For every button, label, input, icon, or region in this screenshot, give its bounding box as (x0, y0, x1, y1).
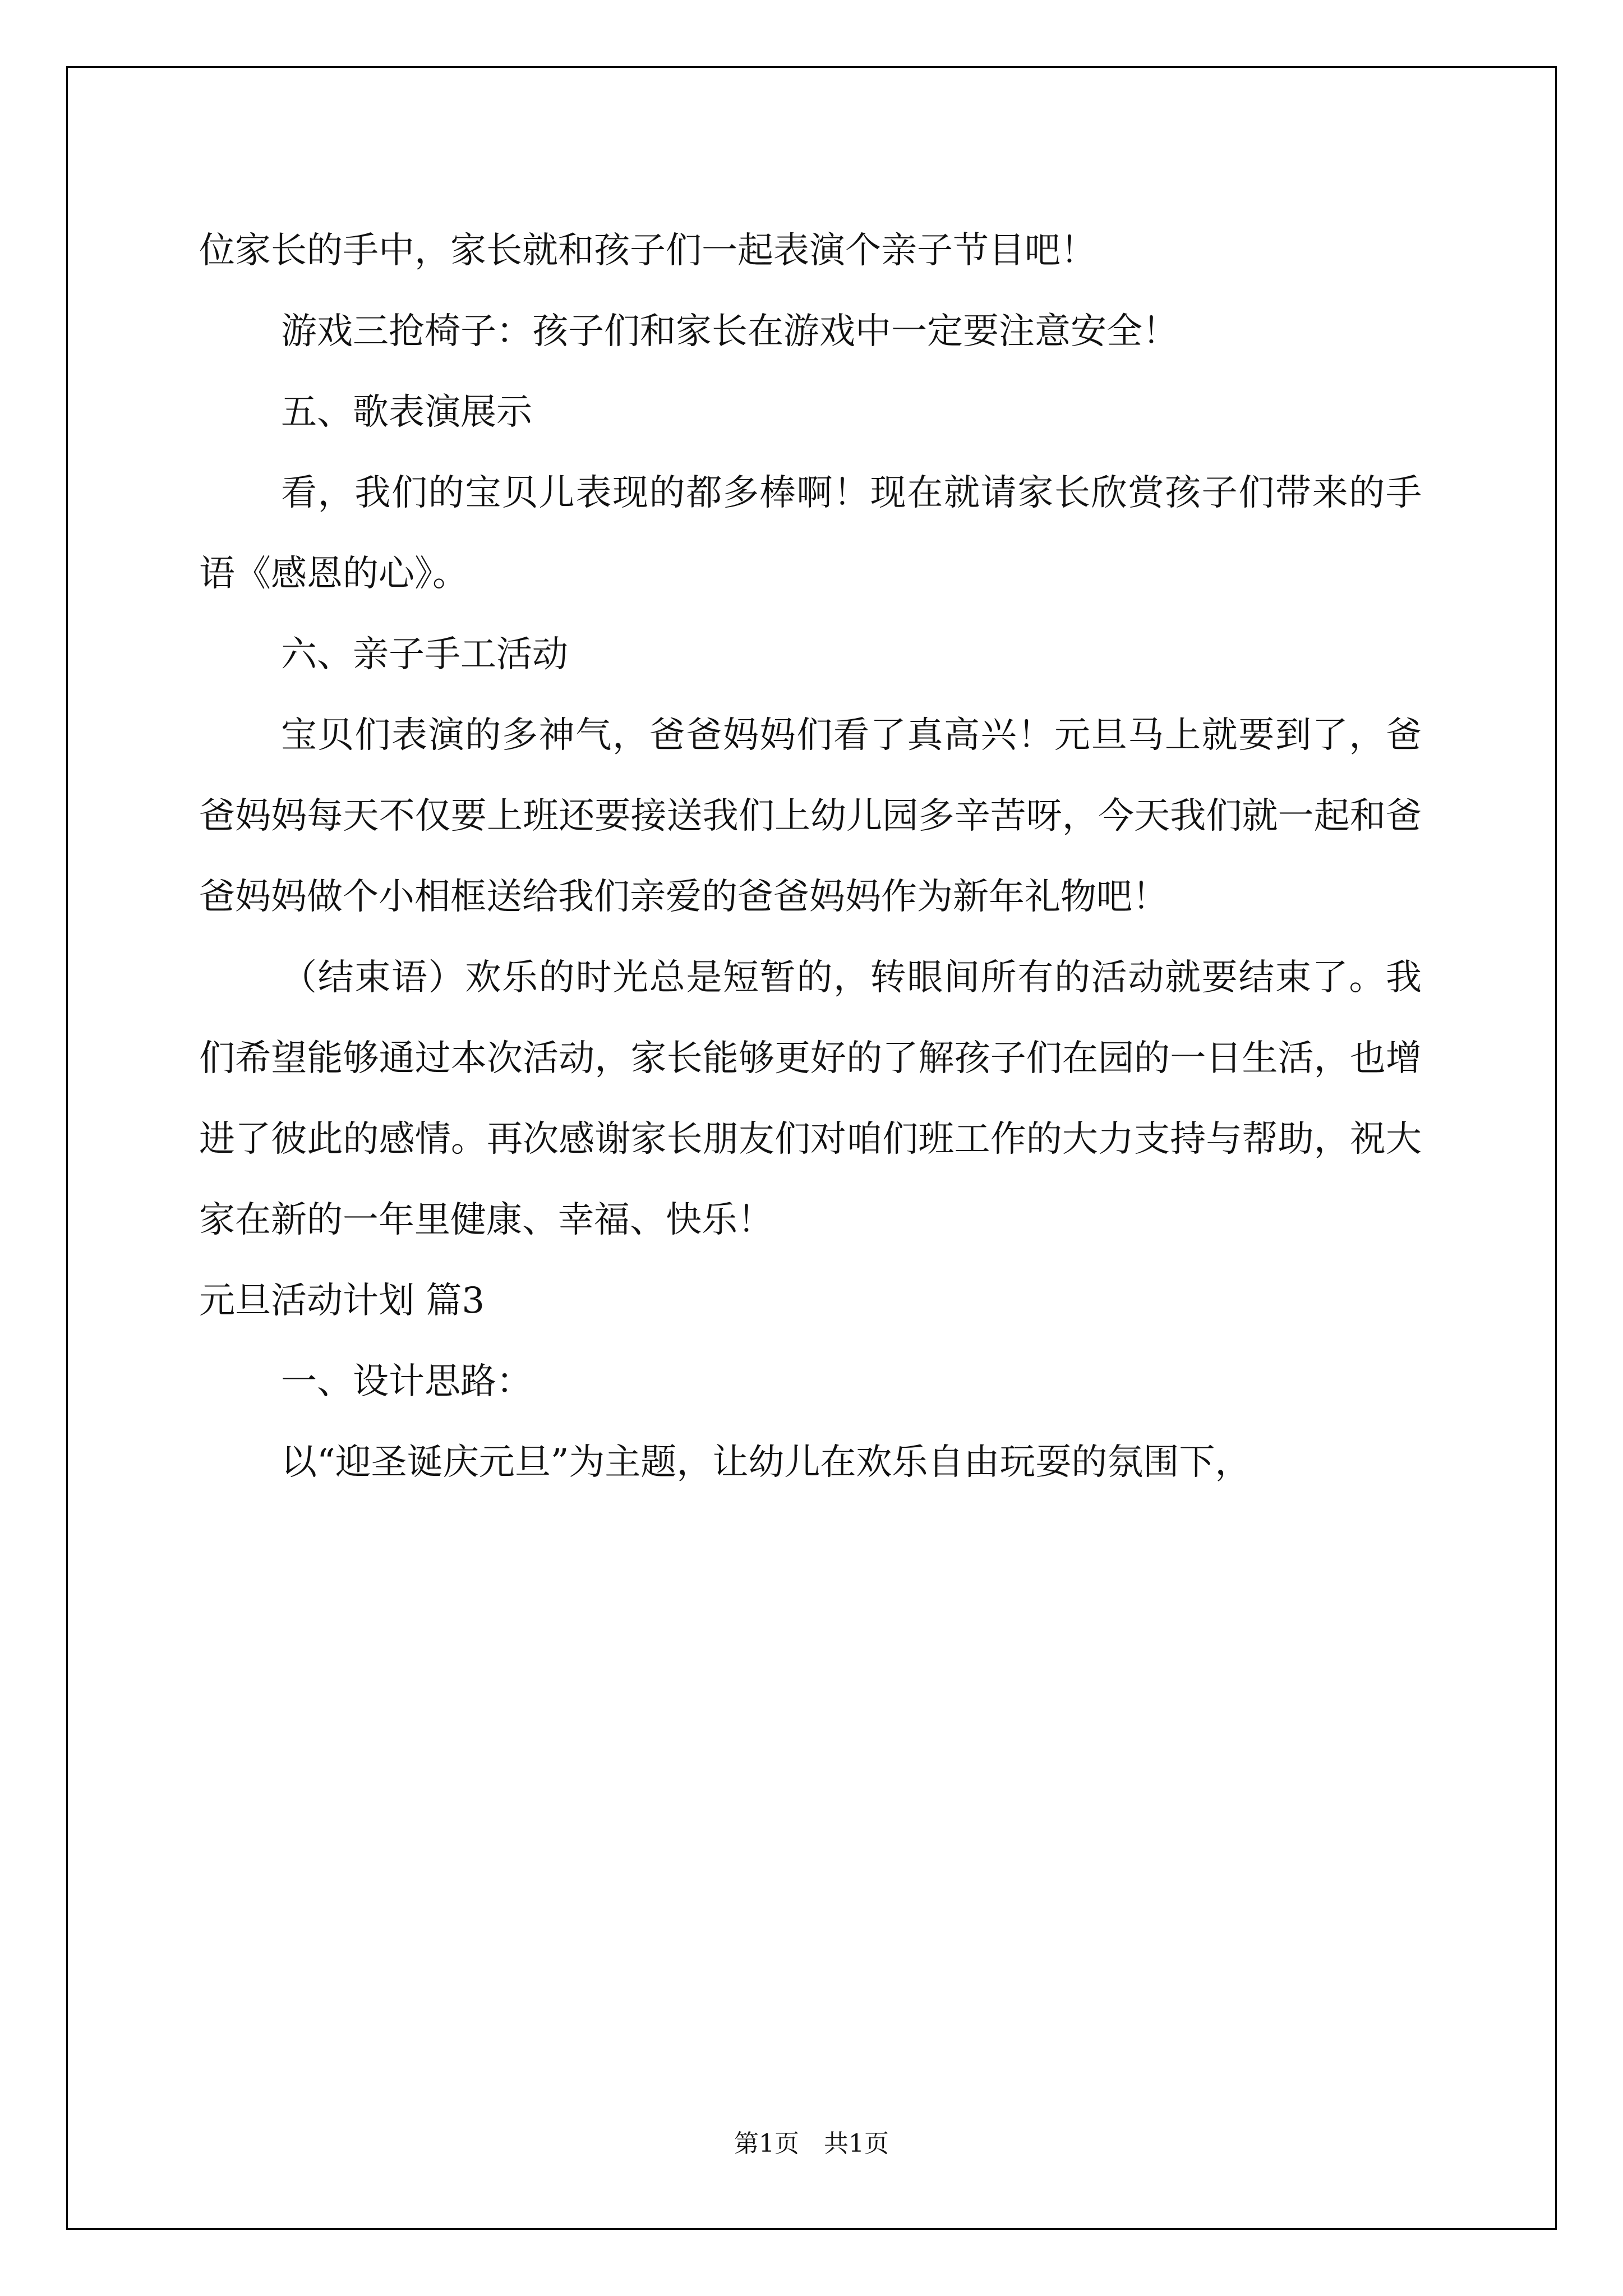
paragraph-4: 宝贝们表演的多神气，爸爸妈妈们看了真高兴！元旦马上就要到了，爸爸妈妈每天不仅要上班还要接送我们上幼儿园多辛苦呀，今天我们就一起和爸爸妈妈做个小相框送给我们亲爱的爸爸妈妈作为新年礼物吧！ (199, 715, 1422, 918)
article-title: 元旦活动计划 篇3 (199, 1280, 485, 1322)
section-heading-6: 六、亲子手工活动 (281, 634, 568, 675)
paragraph-3: 看，我们的宝贝儿表现的都多棒啊！现在就请家长欣赏孩子们带来的手语《感恩的心》。 (199, 472, 1422, 595)
paragraph-1: 位家长的手中，家长就和孩子们一起表演个亲子节目吧！ (199, 230, 1096, 272)
document-body (199, 210, 1422, 1503)
paragraph-2: 游戏三抢椅子：孩子们和家长在游戏中一定要注意安全！ (281, 311, 1178, 352)
paragraph-closing: （结束语）欢乐的时光总是短暂的，转眼间所有的活动就要结束了。我们希望能够通过本次活动，家长能够更好的了解孩子们在园的一日生活，也增进了彼此的感情。再次感谢家长朋友们对咱们班工作的大力支持与帮助，祝大家在新的一年里健康、幸福、快乐！ (199, 957, 1422, 1241)
paragraph-5: 以“迎圣诞庆元旦”为主题，让幼儿在欢乐自由玩耍的氛围下， (281, 1442, 1251, 1483)
section-heading-5: 五、歌表演展示 (281, 392, 532, 433)
section-heading-1: 一、设计思路： (281, 1361, 532, 1402)
page-number-footer: 第1页 共1页 (734, 2129, 889, 2158)
